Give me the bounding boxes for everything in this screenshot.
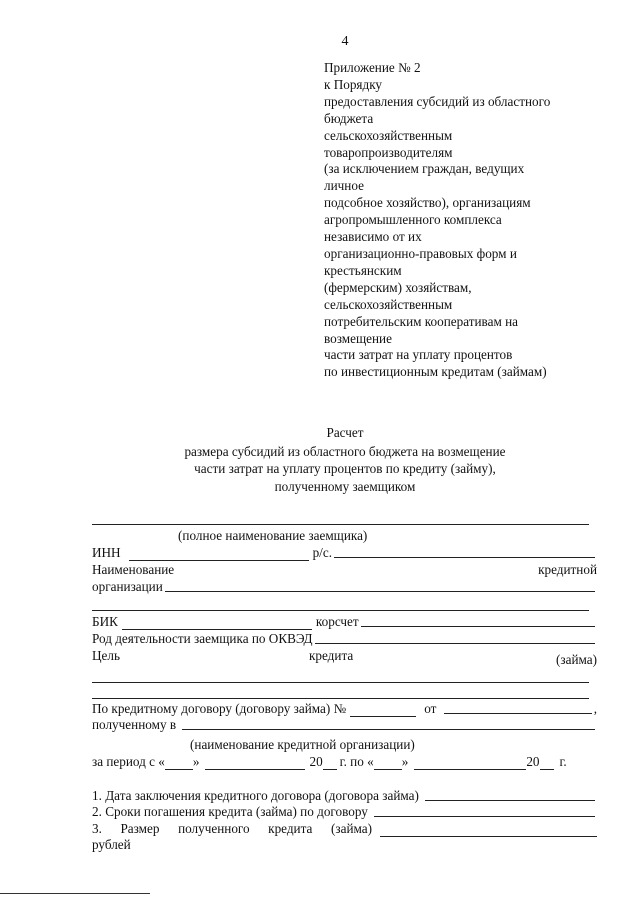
bik-row [92, 614, 597, 630]
okved-field[interactable] [315, 643, 595, 644]
period-start-year-field[interactable] [323, 757, 337, 770]
from-label: от [424, 701, 437, 716]
appendix-line: товаропроизводителям [324, 144, 453, 160]
appendix-line: (фермерским) хозяйствам, [324, 279, 472, 295]
title-line: части затрат на уплату процентов по кредиту (займу), [194, 461, 496, 476]
close-quote-1: » [192, 754, 200, 769]
year-suffix-1: г. по « [339, 754, 374, 769]
title-line: размера субсидий из областного бюджета на возмещение [184, 443, 506, 459]
period-row [92, 754, 597, 770]
inn-row [92, 545, 597, 561]
borrower-name-line[interactable] [92, 524, 589, 525]
period-end-month-field[interactable] [414, 757, 526, 770]
organization-field-2[interactable] [92, 610, 589, 611]
inn-label: ИНН [92, 545, 121, 560]
rs-label: р/с. [312, 545, 332, 560]
appendix-line: по инвестиционным кредитам (займам) [324, 364, 547, 380]
purpose-row [92, 648, 597, 667]
organization-label: организации [92, 579, 163, 594]
document-title [0, 424, 640, 495]
item-3-part: 3. [92, 821, 102, 836]
item-3-field[interactable] [380, 836, 597, 837]
item-3-row [92, 821, 372, 837]
appendix-line: агропромышленного комплекса [324, 212, 502, 228]
agreement-number-field[interactable] [350, 704, 416, 717]
appendix-line: сельскохозяйственным [324, 296, 453, 312]
org-name-label: Наименование [92, 562, 175, 577]
appendix-line: части затрат на уплату процентов [324, 347, 513, 363]
period-end-day-field[interactable] [374, 757, 402, 770]
credit-word: кредитной [538, 562, 597, 577]
appendix-line: бюджета [324, 110, 374, 126]
agreement-date-field[interactable] [444, 713, 591, 714]
okved-label: Род деятельности заемщика по ОКВЭД [92, 631, 313, 646]
appendix-line: Приложение № 2 [324, 60, 421, 75]
year-suffix-2: г. [559, 754, 567, 769]
agreement-label: По кредитному договору (договору займа) № [92, 701, 347, 716]
agreement-row [92, 701, 597, 717]
bik-field[interactable] [122, 617, 312, 630]
received-row [92, 717, 597, 733]
appendix-line: крестьянским [324, 262, 402, 278]
item-1-field[interactable] [425, 800, 595, 801]
title-heading: Расчет [326, 425, 364, 440]
item-3-part: Размер [120, 821, 160, 836]
organization-field[interactable] [165, 591, 595, 592]
korschet-label: корсчет [315, 614, 359, 629]
appendix-line: подсобное хозяйство), организациям [324, 195, 531, 211]
item-2-label: 2. Сроки погашения кредита (займа) по договору [92, 804, 368, 819]
title-line: полученному заемщиком [274, 478, 416, 494]
loan-label: (займа) [555, 652, 597, 667]
close-quote-2: » [401, 754, 409, 769]
appendix-line: к Порядку [324, 76, 383, 92]
year-prefix-1: 20 [309, 754, 323, 769]
item-3-part: кредита [268, 821, 313, 836]
rubles-label: рублей [92, 837, 131, 852]
appendix-line: потребительским кооперативам на [324, 313, 519, 329]
purpose-field-2[interactable] [92, 698, 589, 699]
comma: , [593, 701, 597, 716]
period-end-year-field[interactable] [540, 757, 554, 770]
appendix-line: (за исключением граждан, ведущих [324, 161, 525, 177]
received-label: полученному в [92, 717, 177, 732]
inn-field[interactable] [129, 548, 309, 561]
appendix-line: организационно-правовых форм и [324, 245, 517, 261]
page-number: 4 [341, 34, 349, 49]
korschet-field[interactable] [361, 626, 595, 627]
credit-label: кредита [309, 648, 354, 663]
period-start-month-field[interactable] [205, 757, 305, 770]
item-3-part: полученного [178, 821, 250, 836]
bik-label: БИК [92, 614, 118, 629]
footer-rule [0, 893, 150, 894]
credit-org-caption: (наименование кредитной организации) [190, 737, 415, 752]
period-start-day-field[interactable] [165, 757, 193, 770]
borrower-name-caption: (полное наименование заемщика) [178, 528, 368, 543]
item-3-part: (займа) [330, 821, 372, 836]
period-prefix: за период с « [92, 754, 165, 769]
item-2-field[interactable] [374, 816, 595, 817]
item-1-row [92, 788, 597, 804]
org-name-row [92, 562, 597, 578]
organization-row [92, 579, 597, 595]
appendix-line: предоставления субсидий из областного [324, 93, 551, 109]
credit-org-field[interactable] [182, 729, 595, 730]
appendix-line: возмещение [324, 330, 392, 346]
purpose-field-1[interactable] [92, 682, 589, 683]
appendix-line: независимо от их [324, 229, 422, 245]
okved-row [92, 631, 597, 647]
appendix-line: сельскохозяйственным [324, 127, 453, 143]
purpose-label: Цель [92, 648, 120, 663]
appendix-line: личное [324, 178, 364, 194]
appendix-header [324, 60, 550, 381]
item-2-row [92, 804, 597, 820]
year-prefix-2: 20 [526, 754, 540, 769]
item-1-label: 1. Дата заключения кредитного договора (договора займа) [92, 788, 419, 803]
rs-field[interactable] [334, 557, 595, 558]
